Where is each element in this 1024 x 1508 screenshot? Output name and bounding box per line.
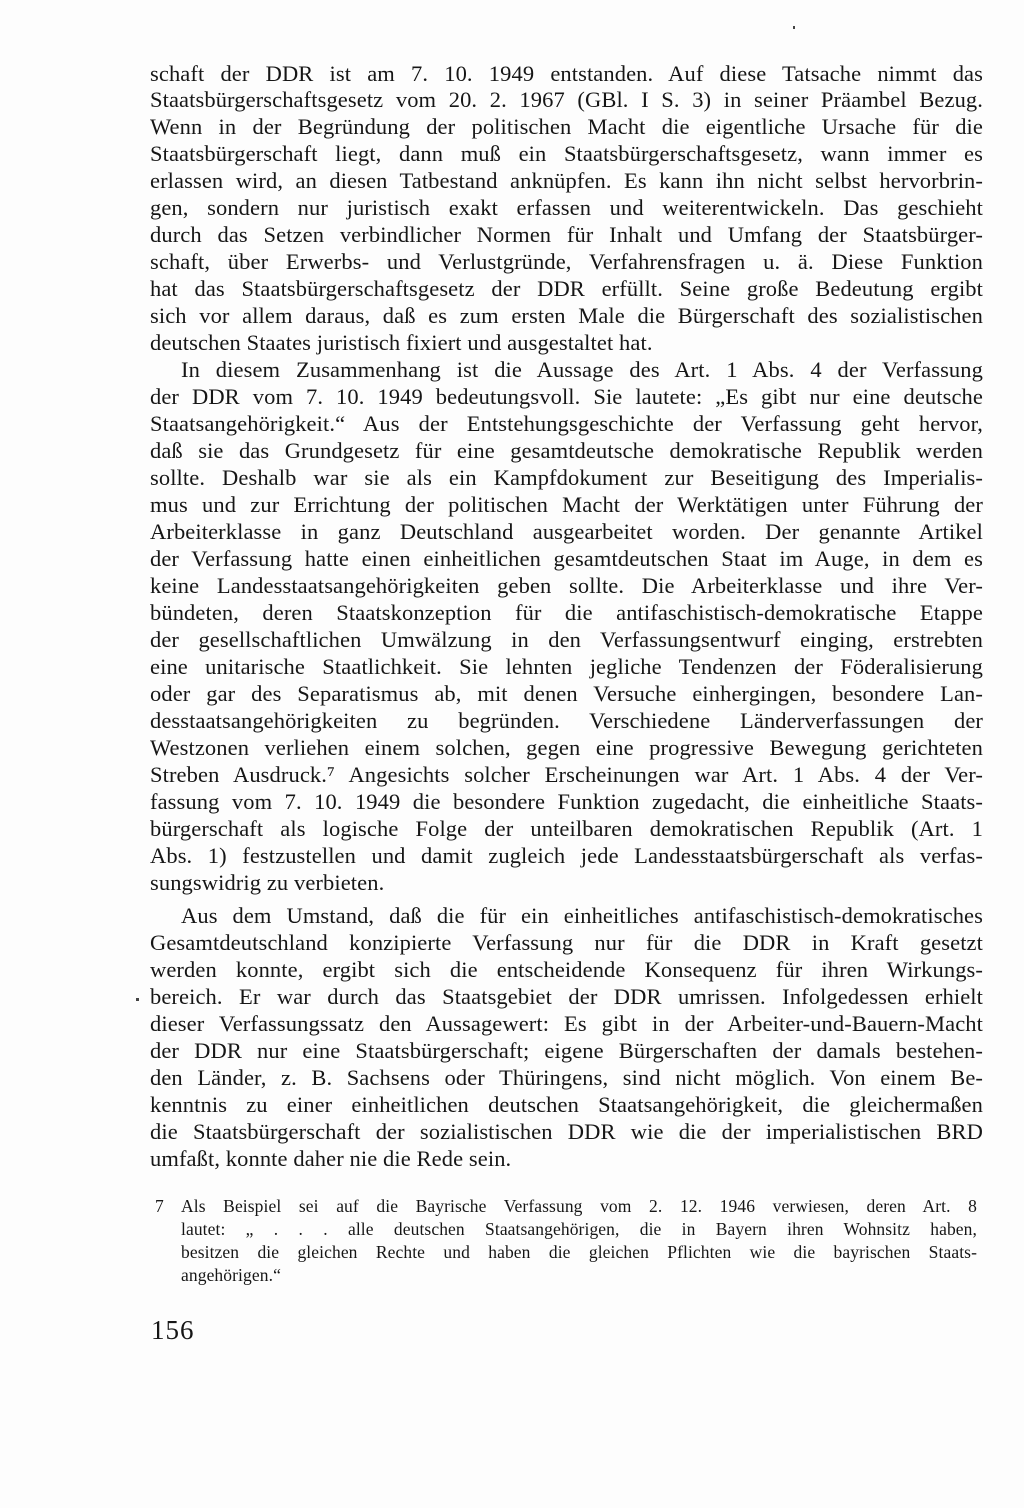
body-line: schaft, über Erwerbs- und Verlustgründe, Verfahrensfragen u. ä. Diese Funktion	[150, 249, 983, 274]
body-line: schaft der DDR ist am 7. 10. 1949 entstanden. Auf diese Tatsache nimmt das	[150, 61, 983, 86]
body-line: bürgerschaft als logische Folge der unteilbaren demokratischen Republik (Art. 1	[150, 816, 983, 841]
body-line: der Verfassung hatte einen einheitlichen gesamtdeutschen Staat im Auge, in dem es	[150, 546, 983, 571]
body-line: fassung vom 7. 10. 1949 die besondere Funktion zugedacht, die einheitliche Staats-	[150, 789, 983, 814]
body-line: deutschen Staates juristisch fixiert und ausgestaltet hat.	[150, 330, 653, 355]
body-line: keine Landesstaatsangehörigkeiten geben sollte. Die Arbeiterklasse und ihre Ver-	[150, 573, 983, 598]
body-line: eine unitarische Staatlichkeit. Sie lehnten jegliche Tendenzen der Föderalisierung	[150, 654, 983, 679]
body-line: werden konnte, ergibt sich die entscheidende Konsequenz für ihren Wirkungs-	[150, 957, 983, 982]
body-line: erlassen wird, an diesen Tatbestand anknüpfen. Es kann ihn nicht selbst hervorbrin-	[150, 168, 983, 193]
body-line: Staatsbürgerschaftsgesetz vom 20. 2. 1967 (GBl. I S. 3) in seiner Präambel Bezug.	[150, 87, 983, 112]
body-line: durch das Setzen verbindlicher Normen für Inhalt und Umfang der Staatsbürger-	[150, 222, 983, 247]
body-line: umfaßt, konnte daher nie die Rede sein.	[150, 1146, 512, 1171]
body-line: gen, sondern nur juristisch exakt erfassen und weiterentwickeln. Das geschieht	[150, 195, 983, 220]
body-line: Gesamtdeutschland konzipierte Verfassung nur für die DDR in Kraft gesetzt	[150, 930, 983, 955]
body-line: Westzonen verliehen einem solchen, gegen eine progressive Bewegung gerichteten	[150, 735, 983, 760]
body-line: hat das Staatsbürgerschaftsgesetz der DDR erfüllt. Seine große Bedeutung ergibt	[150, 276, 983, 301]
body-line: der DDR vom 7. 10. 1949 bedeutungsvoll. Sie lautete: „Es gibt nur eine deutsche	[150, 384, 983, 409]
footnote-line: Als Beispiel sei auf die Bayrische Verfassung vom 2. 12. 1946 verwiesen, deren Art. 8	[181, 1196, 977, 1216]
scan-speck	[793, 26, 795, 29]
body-line: sungswidrig zu verbieten.	[150, 870, 385, 895]
body-line: Wenn in der Begründung der politischen Macht die eigentliche Ursache für die	[150, 114, 983, 139]
body-line: Aus dem Umstand, daß die für ein einheitliches antifaschistisch-demokratisches	[181, 903, 983, 928]
body-line: Streben Ausdruck.⁷ Angesichts solcher Erscheinungen war Art. 1 Abs. 4 der Ver-	[150, 762, 983, 787]
body-line: die Staatsbürgerschaft der sozialistischen DDR wie die der imperialistischen BRD	[150, 1119, 983, 1144]
body-line: Abs. 1) festzustellen und damit zugleich jede Landesstaatsbürgerschaft als verfas-	[150, 843, 983, 868]
footnote-line: angehörigen.“	[181, 1265, 281, 1285]
body-line: oder gar des Separatismus ab, mit denen Versuche einhergingen, besondere Lan-	[150, 681, 983, 706]
footnote-number: 7	[155, 1196, 164, 1216]
body-line: bereich. Er war durch das Staatsgebiet der DDR umrissen. Infolgedessen erhielt	[150, 984, 983, 1009]
body-line: der DDR nur eine Staatsbürgerschaft; eigene Bürgerschaften der damals bestehen-	[150, 1038, 983, 1063]
body-line: In diesem Zusammenhang ist die Aussage des Art. 1 Abs. 4 der Verfassung	[181, 357, 983, 382]
body-line: bündeten, deren Staatskonzeption für die antifaschistisch-demokratische Etappe	[150, 600, 983, 625]
body-line: mus und zur Errichtung der politischen Macht der Werktätigen unter Führung der	[150, 492, 983, 517]
body-line: sollte. Deshalb war sie als ein Kampfdokument zur Beseitigung des Imperialis-	[150, 465, 983, 490]
body-line: den Länder, z. B. Sachsens oder Thüringens, sind nicht möglich. Von einem Be-	[150, 1065, 983, 1090]
body-line: desstaatsangehörigkeiten zu begründen. Verschiedene Länderverfassungen der	[150, 708, 983, 733]
body-line: dieser Verfassungssatz den Aussagewert: Es gibt in der Arbeiter-und-Bauern-Macht	[150, 1011, 983, 1036]
page-number: 156	[151, 1315, 195, 1345]
scan-speck	[136, 998, 139, 1001]
body-line: sich vor allem daraus, daß es zum ersten Male die Bürgerschaft des sozialistischen	[150, 303, 983, 328]
body-line: der gesellschaftlichen Umwälzung in den Verfassungsentwurf einging, erstrebten	[150, 627, 983, 652]
body-line: daß sie das Grundgesetz für eine gesamtdeutsche demokratische Republik werden	[150, 438, 983, 463]
body-line: kenntnis zu einer einheitlichen deutschen Staatsangehörigkeit, die gleichermaßen	[150, 1092, 983, 1117]
footnote-line: lautet: „ . . . alle deutschen Staatsangehörigen, die in Bayern ihren Wohnsitz haben,	[181, 1219, 977, 1239]
footnote-line: besitzen die gleichen Rechte und haben die gleichen Pflichten wie die bayrischen Staats-	[181, 1242, 977, 1262]
body-line: Arbeiterklasse in ganz Deutschland ausgearbeitet worden. Der genannte Artikel	[150, 519, 983, 544]
body-line: Staatsbürgerschaft liegt, dann muß ein Staatsbürgerschaftsgesetz, wann immer es	[150, 141, 983, 166]
body-line: Staatsangehörigkeit.“ Aus der Entstehungsgeschichte der Verfassung geht hervor,	[150, 411, 983, 436]
